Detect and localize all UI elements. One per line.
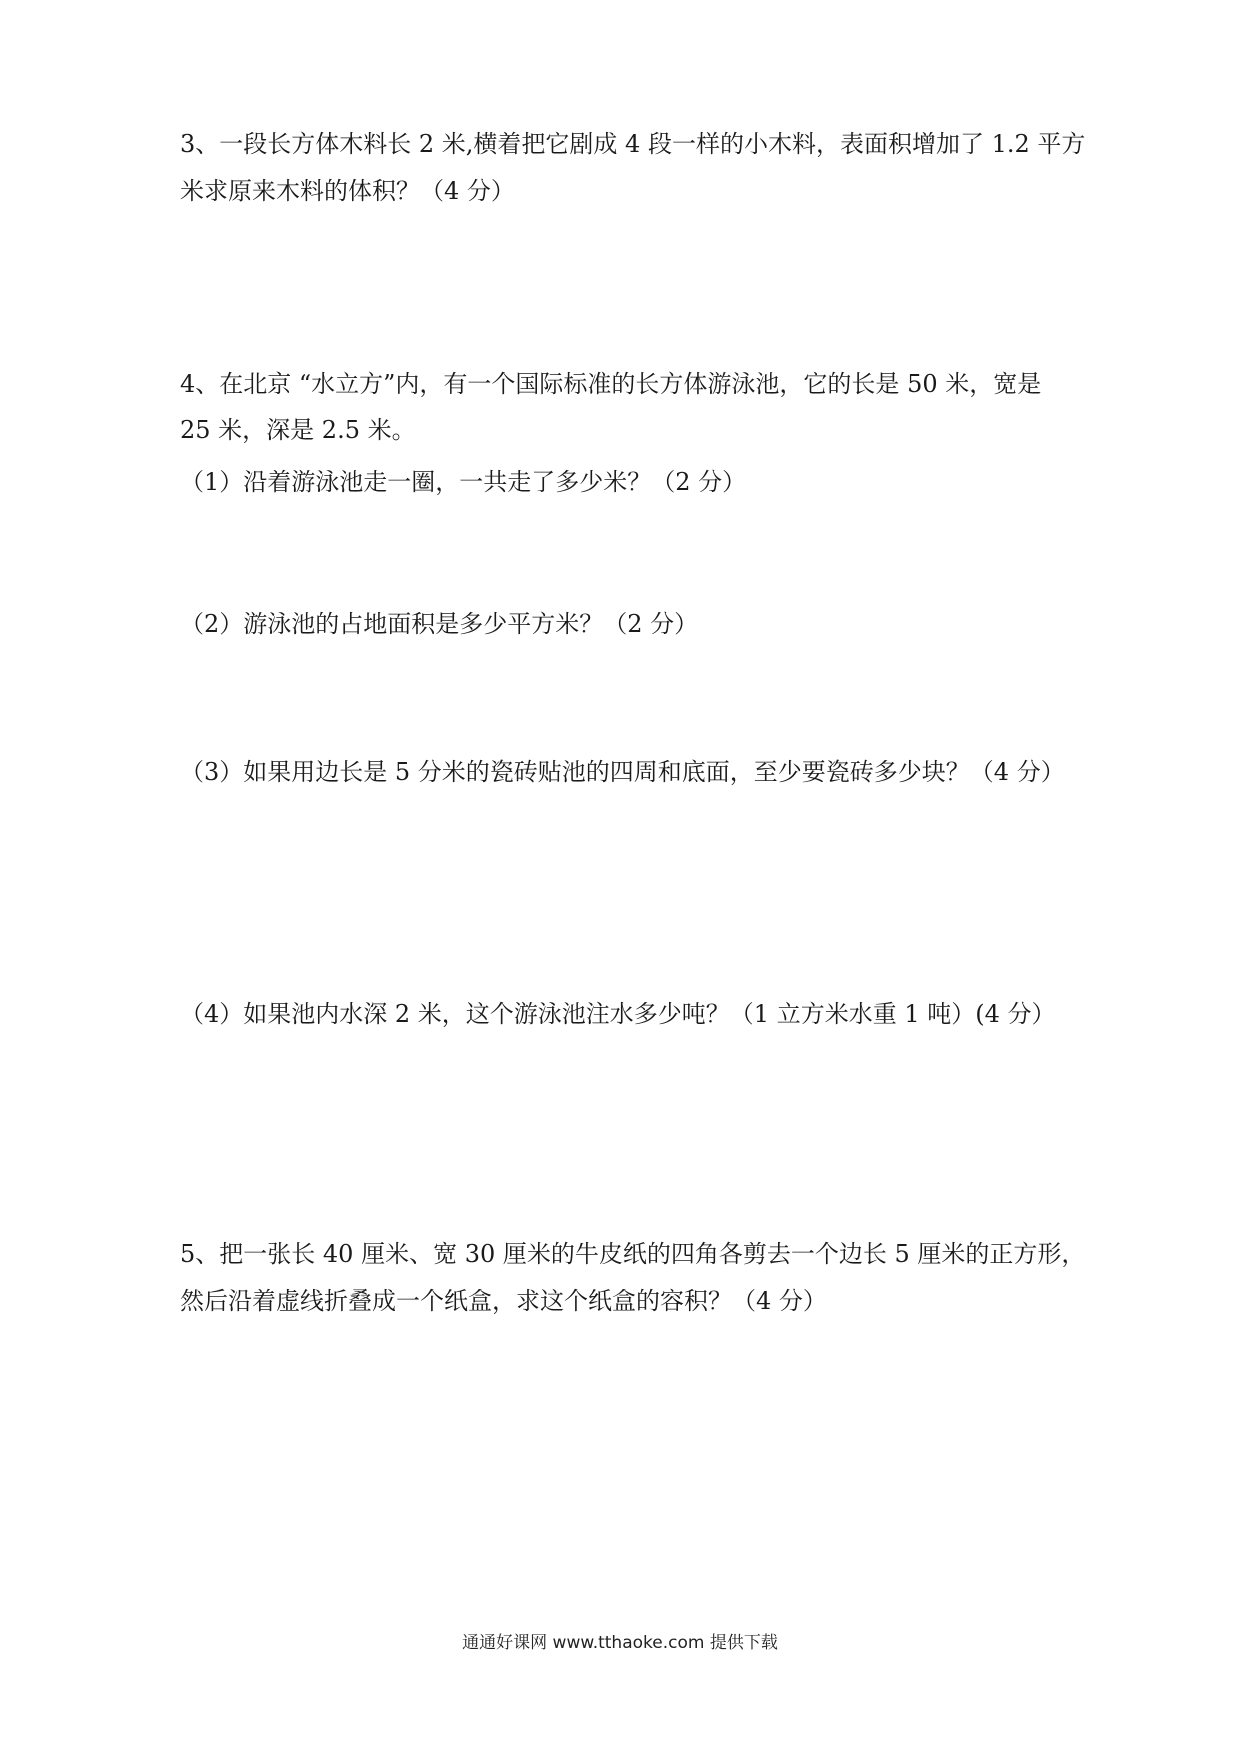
question-4-sub-4: （4）如果池内水深 2 米，这个游泳池注水多少吨？（1 立方米水重 1 吨）(4 分） <box>180 1000 1056 1028</box>
question-3-line-1: 3、一段长方体木料长 2 米,横着把它剧成 4 段一样的小木料，表面积增加了 1.2 平方 <box>180 130 1086 158</box>
question-3-line-2: 米求原来木料的体积？（4 分） <box>180 177 515 205</box>
question-5-line-2: 然后沿着虚线折叠成一个纸盒，求这个纸盒的容积？（4 分） <box>180 1287 827 1315</box>
question-4-sub-2: （2）游泳池的占地面积是多少平方米？（2 分） <box>180 610 699 638</box>
question-4-sub-3: （3）如果用边长是 5 分米的瓷砖贴池的四周和底面，至少要瓷砖多少块？（4 分） <box>180 758 1065 786</box>
question-4-line-2: 25 米，深是 2.5 米。 <box>180 416 416 444</box>
question-4-sub-1: （1）沿着游泳池走一圈，一共走了多少米？（2 分） <box>180 468 747 496</box>
question-5-line-1: 5、把一张长 40 厘米、宽 30 厘米的牛皮纸的四角各剪去一个边长 5 厘米的正方形， <box>180 1240 1086 1268</box>
page-footer: 通通好课网 www.tthaoke.com 提供下载 <box>462 1633 778 1653</box>
question-4-line-1: 4、在北京 “水立方”内，有一个国际标准的长方体游泳池，它的长是 50 米，宽是 <box>180 370 1042 398</box>
